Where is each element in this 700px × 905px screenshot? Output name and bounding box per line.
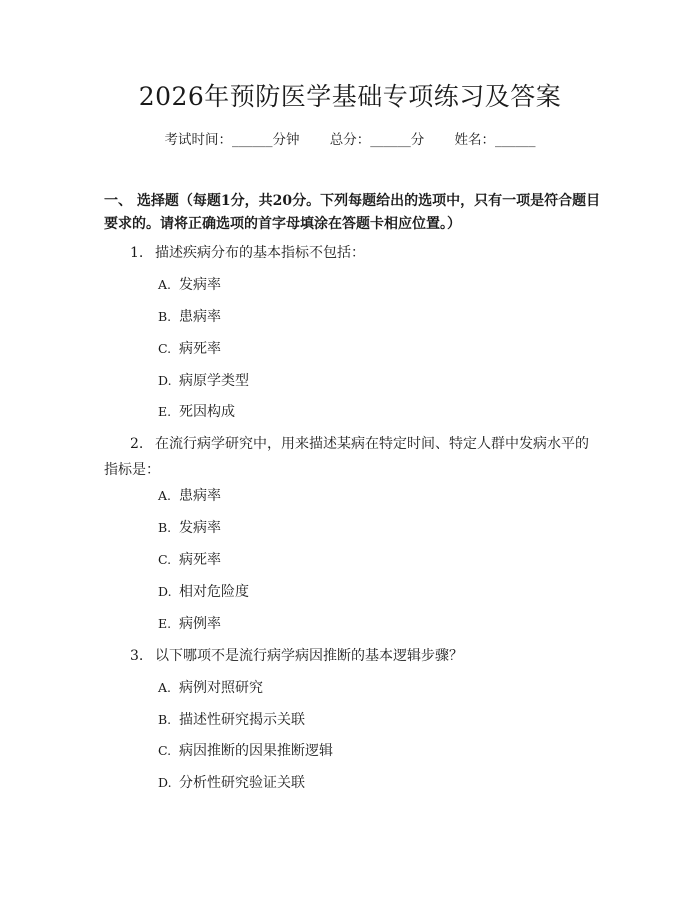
question-1-option-e — [158, 402, 578, 422]
option-letter: A. — [158, 680, 172, 695]
option-letter: D. — [158, 373, 172, 388]
question-2-option-e — [158, 614, 578, 634]
option-text: 相对危险度 — [179, 584, 249, 600]
question-2-option-a — [158, 486, 578, 506]
option-letter: B. — [158, 520, 172, 535]
option-text: 病因推断的因果推断逻辑 — [179, 743, 333, 759]
option-letter: B. — [158, 712, 172, 727]
option-letter: D. — [158, 775, 172, 790]
question-1-option-a — [158, 275, 578, 295]
question-number: 3. — [130, 648, 144, 664]
option-letter: C. — [158, 341, 172, 356]
question-stem: 描述疾病分布的基本指标不包括： — [155, 245, 365, 261]
question-3-option-a — [158, 678, 578, 698]
option-text: 死因构成 — [179, 404, 235, 420]
question-stem: 在流行病学研究中，用来描述某病在特定时间、特定人群中发病水平的指标是： — [104, 436, 589, 478]
question-3-option-b — [158, 710, 578, 730]
question-number: 2. — [130, 436, 144, 452]
question-2-option-c — [158, 550, 578, 570]
option-letter: B. — [158, 309, 172, 324]
option-letter: D. — [158, 584, 172, 599]
option-letter: E. — [158, 616, 172, 631]
question-1 — [104, 240, 594, 266]
question-1-option-d — [158, 371, 578, 391]
option-text: 描述性研究揭示关联 — [179, 712, 305, 728]
option-text: 病死率 — [179, 341, 221, 357]
option-text: 病原学类型 — [179, 373, 249, 389]
student-name-field: 姓名：______ — [454, 132, 536, 148]
option-letter: A. — [158, 277, 172, 292]
document-title: 2026年预防医学基础专项练习及答案 — [138, 82, 562, 111]
question-1-option-b — [158, 307, 578, 327]
section-heading: 一、 选择题（每题1分，共20分。下列每题给出的选项中，只有一项是符合题目要求的。请将正确选项的首字母填涂在答题卡相应位置。） — [104, 193, 601, 232]
option-letter: C. — [158, 552, 172, 567]
option-text: 分析性研究验证关联 — [179, 775, 305, 791]
question-1-option-c — [158, 339, 578, 359]
option-text: 病例对照研究 — [179, 680, 263, 696]
option-text: 病例率 — [179, 616, 221, 632]
question-number: 1. — [130, 245, 144, 261]
option-text: 病死率 — [179, 552, 221, 568]
option-text: 患病率 — [179, 309, 221, 325]
question-2-option-d — [158, 582, 578, 602]
option-text: 发病率 — [179, 277, 221, 293]
option-letter: E. — [158, 404, 172, 419]
question-2-option-b — [158, 518, 578, 538]
exam-time-field: 考试时间：______分钟 — [164, 132, 300, 148]
question-3-option-d — [158, 773, 578, 793]
question-3 — [104, 643, 594, 669]
question-stem: 以下哪项不是流行病学病因推断的基本逻辑步骤？ — [155, 648, 463, 664]
exam-info-line — [0, 130, 700, 150]
option-letter: A. — [158, 488, 172, 503]
option-text: 患病率 — [179, 488, 221, 504]
option-letter: C. — [158, 743, 172, 758]
total-score-field: 总分：______分 — [329, 132, 425, 148]
question-3-option-c — [158, 741, 578, 761]
question-2 — [104, 431, 594, 483]
option-text: 发病率 — [179, 520, 221, 536]
